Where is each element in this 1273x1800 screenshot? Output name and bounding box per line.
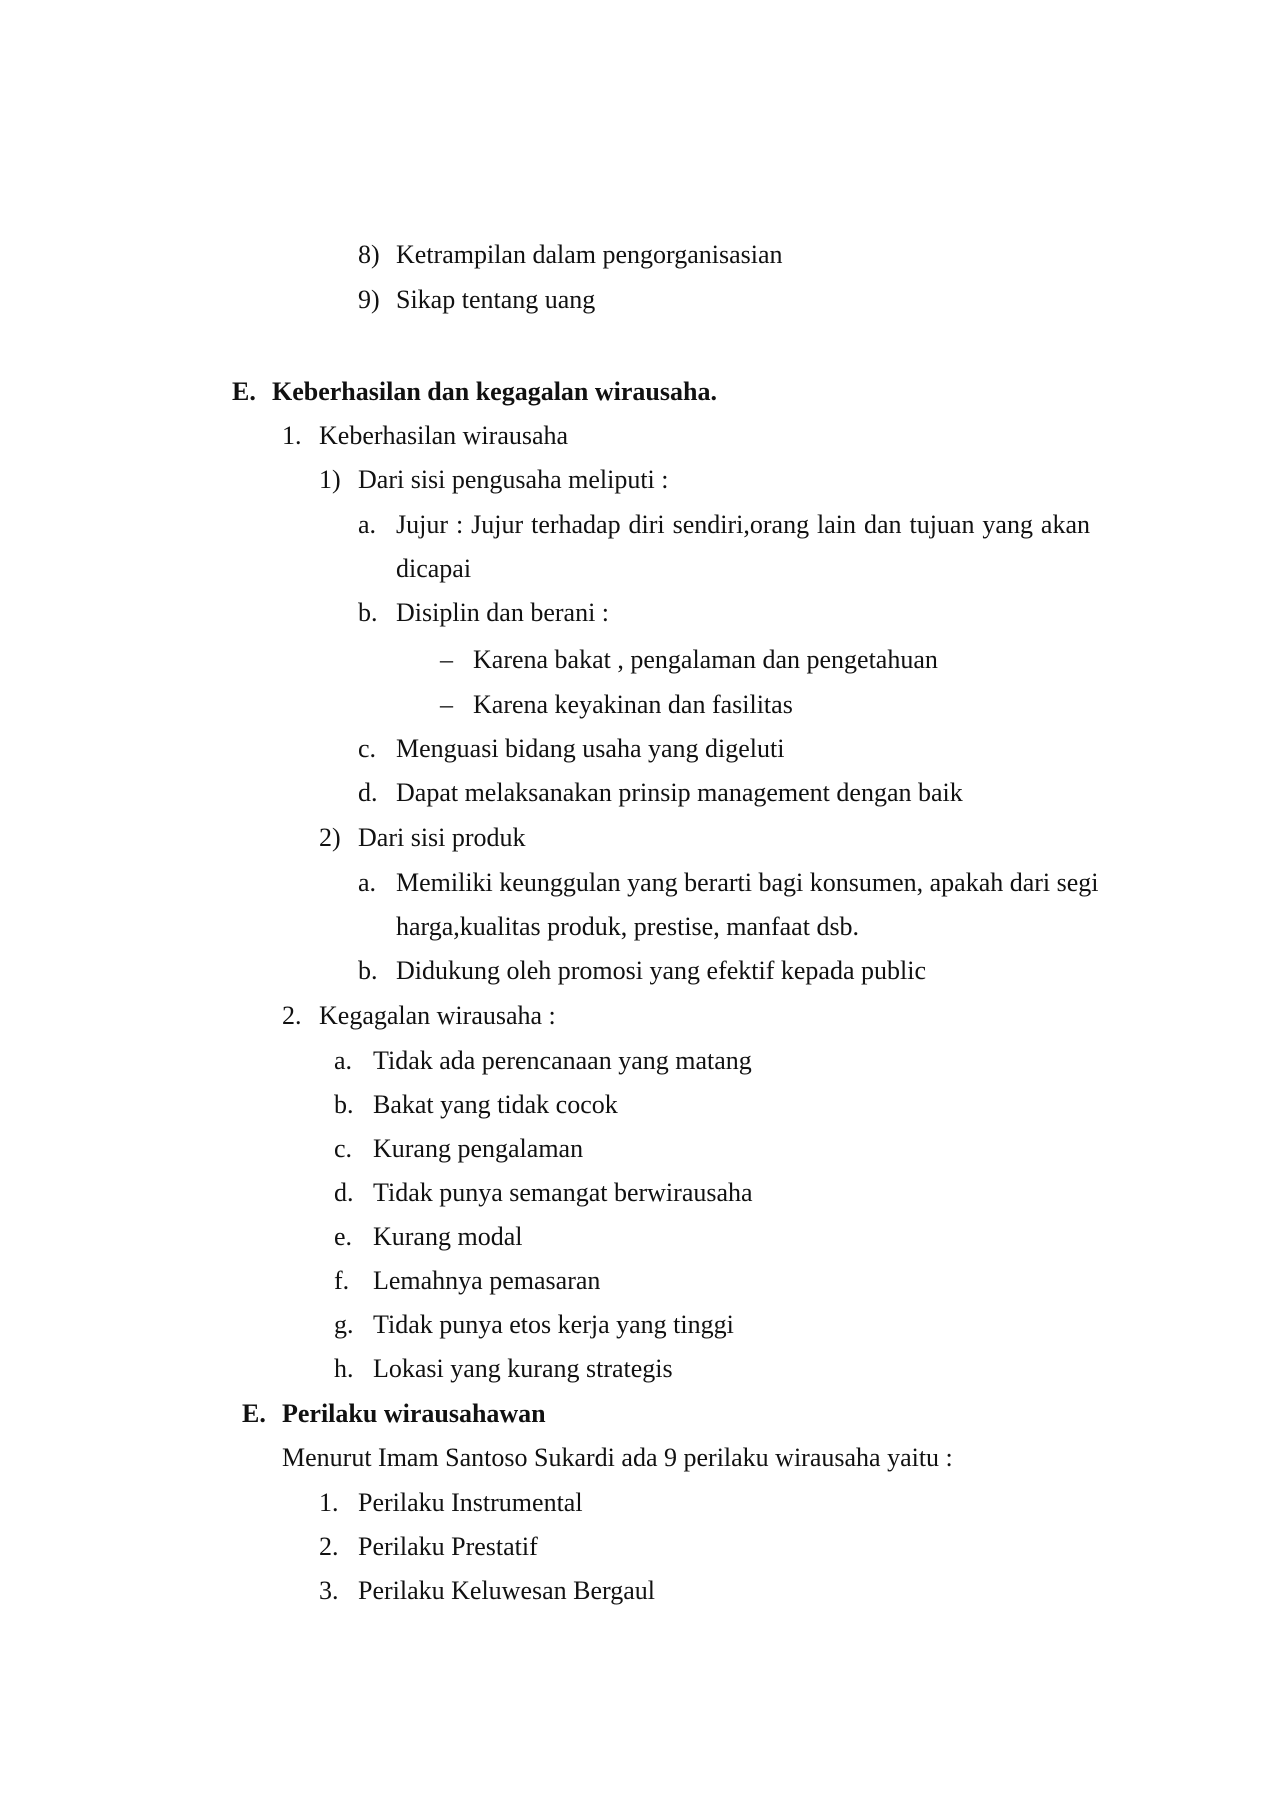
list-item: Tidak punya etos kerja yang tinggi [373,1310,734,1339]
list-item-continuation: dicapai [396,554,472,583]
list-item: Kurang modal [373,1222,523,1251]
list-item: Menguasi bidang usaha yang digeluti [396,734,785,763]
paragraph: Menurut Imam Santoso Sukardi ada 9 perilaku wirausaha yaitu : [282,1443,953,1472]
list-marker: 1. [319,1488,339,1517]
list-marker: c. [334,1134,353,1163]
list-marker: 2. [319,1532,339,1561]
list-marker: f. [334,1266,350,1295]
section-marker: E. [232,377,256,406]
list-item: Dari sisi pengusaha meliputi : [358,465,669,494]
dash-marker: – [440,645,453,674]
list-marker: 1) [319,465,341,494]
list-item-justified: Jujur : Jujur terhadap diri sendiri,orang lain dan tujuan yang akan [396,510,1090,539]
list-item: Dapat melaksanakan prinsip management dengan baik [396,778,963,807]
list-marker: c. [358,734,377,763]
list-marker: g. [334,1310,354,1339]
list-item: Lemahnya pemasaran [373,1266,601,1295]
list-marker: 2. [282,1001,302,1030]
list-marker: b. [358,956,378,985]
list-marker: 1. [282,421,302,450]
list-marker: h. [334,1354,354,1383]
list-item: Tidak ada perencanaan yang matang [373,1046,752,1075]
list-item: Dari sisi produk [358,823,526,852]
list-marker: 3. [319,1576,339,1605]
list-item: Tidak punya semangat berwirausaha [373,1178,753,1207]
list-item: Perilaku Instrumental [358,1488,583,1517]
list-item: Karena bakat , pengalaman dan pengetahuan [473,645,938,674]
list-item: Kurang pengalaman [373,1134,584,1163]
list-marker: a. [334,1046,353,1075]
list-item: Ketrampilan dalam pengorganisasian [396,240,783,269]
list-item: Perilaku Prestatif [358,1532,538,1561]
section-marker: E. [242,1399,266,1428]
list-marker: b. [334,1090,354,1119]
list-marker: a. [358,868,377,897]
list-marker: b. [358,598,378,627]
list-item: Perilaku Keluwesan Bergaul [358,1576,655,1605]
list-marker: d. [334,1178,354,1207]
list-item: Bakat yang tidak cocok [373,1090,618,1119]
list-item: Sikap tentang uang [396,285,596,314]
list-marker: a. [358,510,377,539]
list-marker: d. [358,778,378,807]
list-marker: 9) [358,285,380,314]
list-item: Lokasi yang kurang strategis [373,1354,673,1383]
section-title: Perilaku wirausahawan [282,1399,546,1428]
list-item-continuation: harga,kualitas produk, prestise, manfaat dsb. [396,912,860,941]
subsection-heading: Kegagalan wirausaha : [319,1001,556,1030]
dash-marker: – [440,690,453,719]
list-marker: e. [334,1222,353,1251]
list-item: Didukung oleh promosi yang efektif kepada public [396,956,926,985]
list-item: Disiplin dan berani : [396,598,610,627]
list-marker: 8) [358,240,380,269]
list-marker: 2) [319,823,341,852]
section-title: Keberhasilan dan kegagalan wirausaha. [272,377,717,406]
list-item-justified: Memiliki keunggulan yang berarti bagi konsumen, apakah dari segi [396,868,1099,897]
list-item: Karena keyakinan dan fasilitas [473,690,793,719]
subsection-heading: Keberhasilan wirausaha [319,421,569,450]
